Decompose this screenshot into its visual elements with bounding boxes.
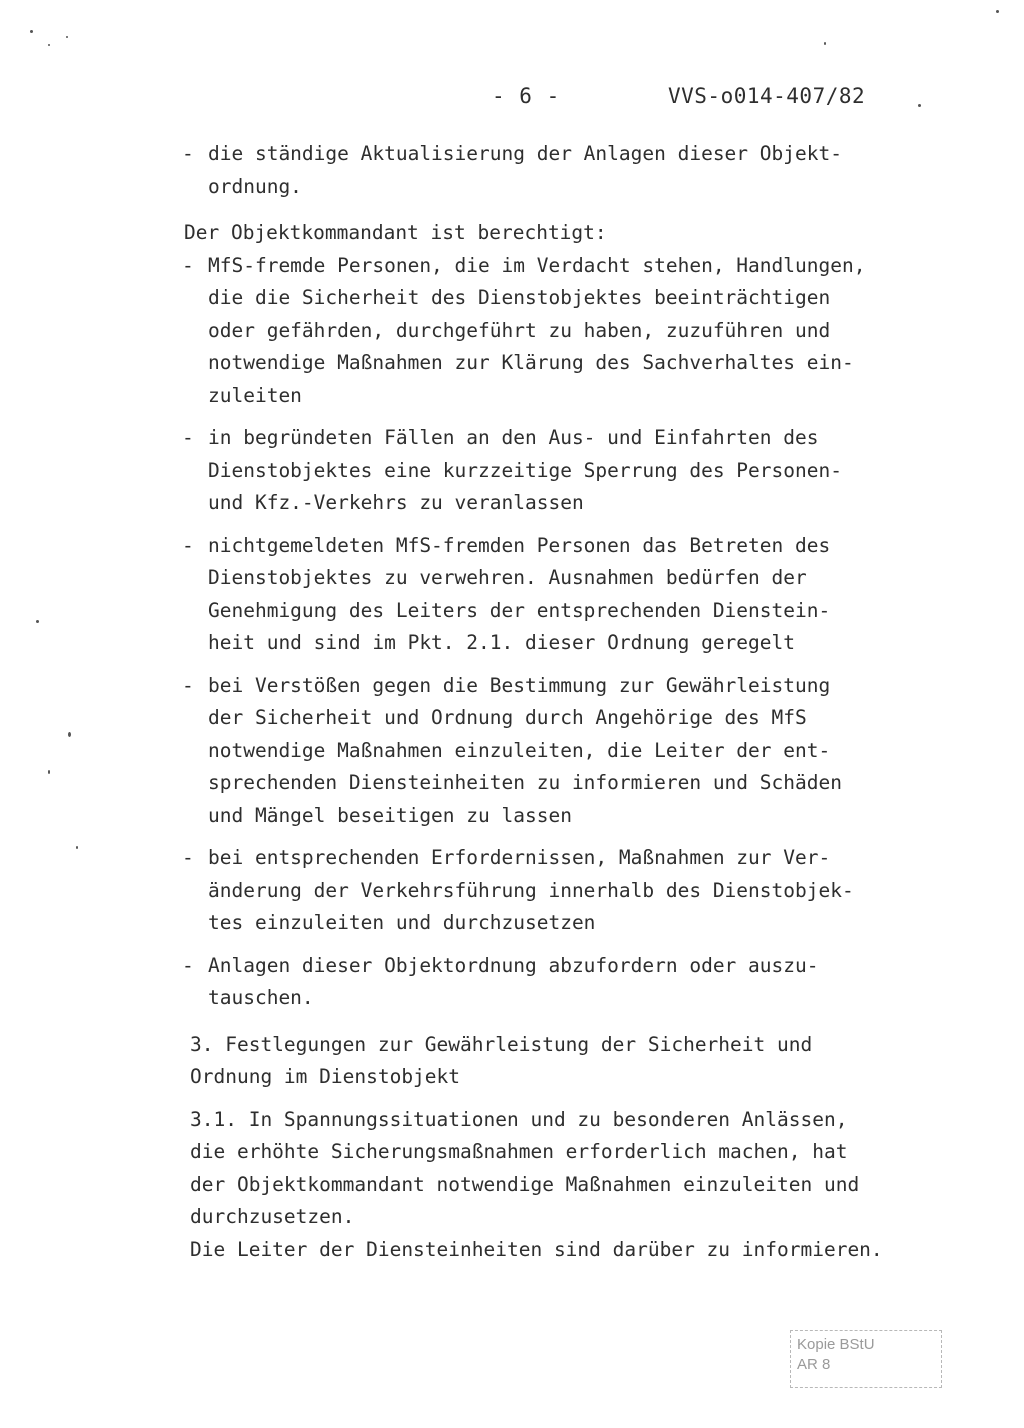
scan-speck [918,104,921,107]
text-line: Ordnung im Dienstobjekt [190,1065,461,1088]
text-line: Dienstobjektes zu verwehren. Ausnahmen bedürfen der [208,566,807,589]
text-line: die ständige Aktualisierung der Anlagen dieser Objekt- [208,142,842,165]
text-line: die die Sicherheit des Dienstobjektes beeinträchtigen [208,286,831,309]
document-reference: VVS-o014-407/82 [668,84,866,108]
scan-speck [36,620,39,623]
list-item [180,422,940,520]
text-line: heit und sind im Pkt. 2.1. dieser Ordnung geregelt [208,631,795,654]
list-item [180,670,940,833]
text-line: der Sicherheit und Ordnung durch Angehörige des MfS [208,706,807,729]
text-line: und Mängel beseitigen zu lassen [208,803,572,827]
text-line: bei entsprechenden Erfordernissen, Maßnahmen zur Ver- [208,846,831,869]
intro-text: Der Objektkommandant ist berechtigt: [184,221,607,244]
list-item [180,530,940,660]
text-line: MfS-fremde Personen, die im Verdacht stehen, Handlungen, [208,253,866,277]
dash-marker: - [182,673,194,697]
dash-marker: - [182,846,194,869]
text-line: in begründeten Fällen an den Aus- und Einfahrten des [208,426,819,449]
text-line: ordnung. [208,174,302,198]
text-line: notwendige Maßnahmen zur Klärung des Sachverhaltes ein- [208,351,854,374]
dash-marker: - [182,426,194,449]
text-line: notwendige Maßnahmen einzuleiten, die Leiter der ent- [208,738,831,762]
page-number: - 6 - [492,84,561,108]
text-line: die erhöhte Sicherungsmaßnahmen erforderlich machen, hat [190,1140,848,1163]
dash-marker: - [182,142,194,165]
document-body [180,138,940,1266]
text-line: 3.1. In Spannungssituationen und zu besonderen Anlässen, [190,1107,848,1131]
text-line: durchzusetzen. [190,1205,355,1228]
dash-marker: - [182,533,194,557]
text-line: und Kfz.-Verkehrs zu veranlassen [208,491,584,514]
scan-speck [48,770,50,774]
dash-marker: - [182,253,194,277]
text-line: bei Verstößen gegen die Bestimmung zur Gewährleistung [208,673,831,697]
scan-speck [76,846,78,849]
text-line: tauschen. [208,986,314,1009]
text-line: Genehmigung des Leiters der entsprechenden Dienstein- [208,598,831,622]
text-line: Dienstobjektes eine kurzzeitige Sperrung des Personen- [208,458,842,482]
list-item [180,950,940,1015]
text-line: tes einzuleiten und durchzusetzen [208,911,596,934]
section-paragraph [190,1104,940,1267]
list-item [180,842,940,940]
section-heading [190,1029,940,1094]
text-line: sprechenden Diensteinheiten zu informieren und Schäden [208,771,842,794]
list-item [180,138,940,203]
text-line: zuleiten [208,383,302,407]
archive-stamp [790,1330,942,1388]
scan-speck [824,42,826,45]
dash-marker: - [182,953,194,977]
scan-speck [996,10,999,13]
text-line: 3. Festlegungen zur Gewährleistung der Sicherheit und [190,1032,813,1056]
text-line: Die Leiter der Diensteinheiten sind darüber zu informieren. [190,1237,883,1261]
text-line: änderung der Verkehrsführung innerhalb des Dienstobjek- [208,878,854,902]
list-item [180,250,940,413]
text-line: nichtgemeldeten MfS-fremden Personen das Betreten des [208,533,831,557]
stamp-line: AR 8 [797,1356,831,1373]
stamp-line: Kopie BStU [797,1336,875,1353]
scan-speck [68,732,71,737]
text-line: der Objektkommandant notwendige Maßnahmen einzuleiten und [190,1172,860,1196]
scan-speck [66,36,68,38]
text-line: Anlagen dieser Objektordnung abzufordern oder auszu- [208,953,819,977]
scan-speck [48,44,50,46]
scan-speck [30,30,33,33]
text-line: oder gefährden, durchgeführt zu haben, zuzuführen und [208,318,831,342]
